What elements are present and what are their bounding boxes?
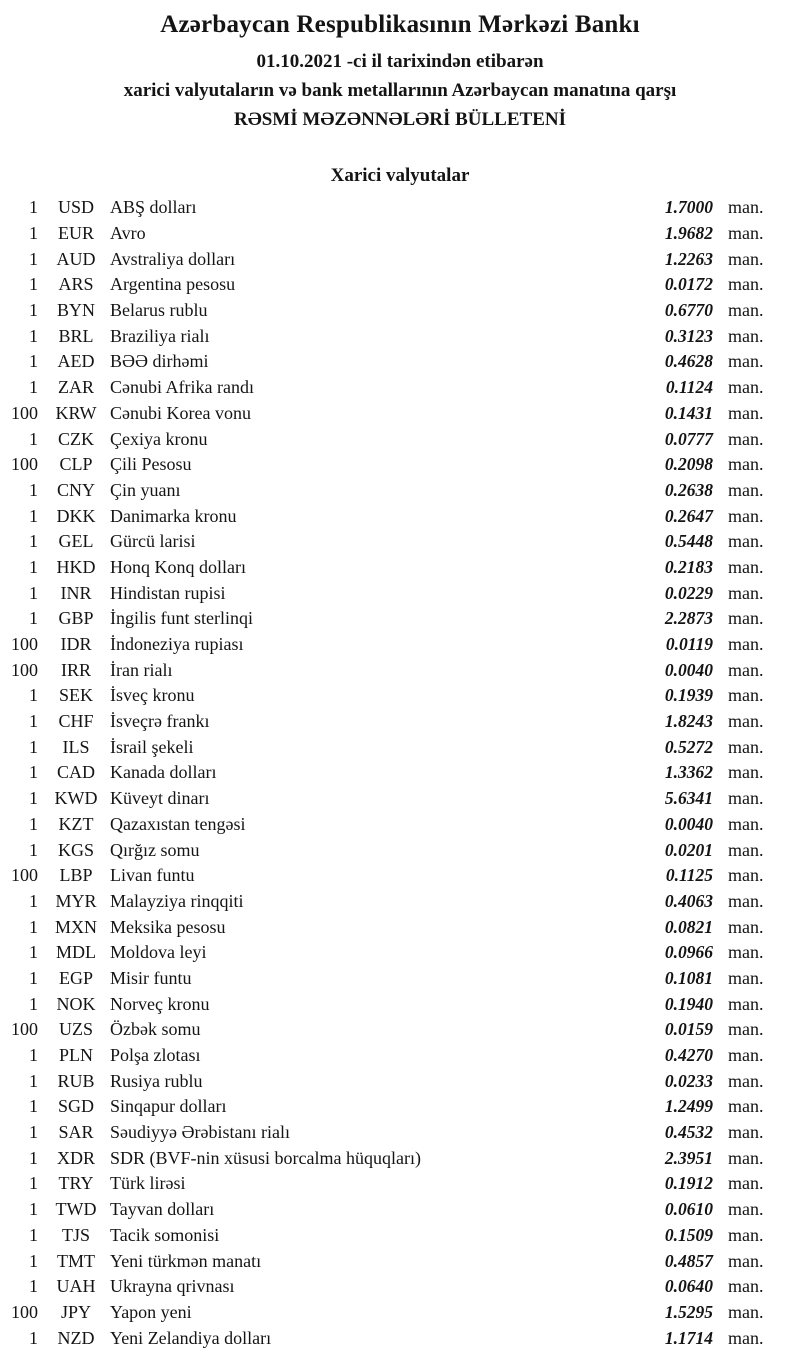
- currency-row: [0, 683, 800, 709]
- unit-cell: man.: [728, 479, 764, 500]
- currency-name-cell: Yapon yeni: [110, 1301, 192, 1322]
- currency-code-cell: INR: [60, 582, 92, 603]
- rate-value-cell: 1.8243: [664, 711, 713, 732]
- currency-name-cell: Meksika pesosu: [110, 916, 226, 937]
- unit-cell: man.: [728, 916, 764, 937]
- rate-value-cell: 0.1125: [665, 865, 713, 886]
- currency-code-cell: ZAR: [58, 377, 94, 398]
- effective-date-line: 01.10.2021 -ci il tarixindən etibarən: [256, 51, 544, 72]
- currency-code-cell: HKD: [56, 556, 96, 577]
- currency-name-cell: Norveç kronu: [110, 993, 210, 1014]
- rate-value-cell: 0.4532: [664, 1122, 713, 1143]
- currency-name-cell: Qazaxıstan tengəsi: [110, 813, 246, 834]
- currency-row: [0, 1325, 800, 1348]
- currency-name-cell: Braziliya rialı: [110, 325, 210, 346]
- quantity-cell: 1: [29, 1045, 38, 1066]
- rate-value-cell: 1.2263: [664, 248, 713, 269]
- currency-row: [0, 401, 800, 427]
- quantity-cell: 1: [29, 1250, 38, 1271]
- currency-row: [0, 966, 800, 992]
- unit-cell: man.: [728, 967, 764, 988]
- unit-cell: man.: [728, 351, 764, 372]
- currency-name-cell: Cənubi Korea vonu: [110, 402, 251, 423]
- currency-name-cell: Qırğız somu: [110, 839, 200, 860]
- rate-value-cell: 1.9682: [664, 223, 713, 244]
- rate-value-cell: 0.0159: [664, 1019, 713, 1040]
- currency-row: [0, 349, 800, 375]
- rate-value-cell: 2.3951: [664, 1147, 713, 1168]
- currency-code-cell: SEK: [58, 685, 93, 706]
- currency-row: [0, 837, 800, 863]
- currency-name-cell: Yeni Zelandiya dolları: [110, 1327, 272, 1348]
- rate-value-cell: 0.1081: [664, 967, 713, 988]
- currency-name-cell: İndoneziya rupiası: [110, 634, 244, 655]
- currency-name-cell: Kanada dolları: [110, 762, 217, 783]
- unit-cell: man.: [728, 1045, 764, 1066]
- currency-code-cell: KZT: [58, 813, 94, 834]
- currency-row: [0, 760, 800, 786]
- currency-code-cell: JPY: [60, 1301, 91, 1322]
- currency-code-cell: DKK: [56, 505, 96, 526]
- quantity-cell: 100: [11, 402, 38, 423]
- currency-row: [0, 452, 800, 478]
- currency-code-cell: NOK: [56, 993, 96, 1014]
- quantity-cell: 1: [29, 890, 38, 911]
- unit-cell: man.: [728, 1224, 764, 1245]
- unit-cell: man.: [728, 1019, 764, 1040]
- unit-cell: man.: [728, 685, 764, 706]
- quantity-cell: 1: [29, 1147, 38, 1168]
- rate-value-cell: 1.2499: [664, 1096, 713, 1117]
- currency-row: [0, 734, 800, 760]
- currency-code-cell: CAD: [56, 762, 95, 783]
- rate-value-cell: 0.0201: [664, 839, 713, 860]
- currency-code-cell: RUB: [57, 1070, 95, 1091]
- rate-value-cell: 0.3123: [664, 325, 713, 346]
- unit-cell: man.: [728, 531, 764, 552]
- currency-name-cell: Avstraliya dolları: [110, 248, 236, 269]
- currency-row: [0, 1120, 800, 1146]
- unit-cell: man.: [728, 659, 764, 680]
- rate-value-cell: 0.2638: [664, 479, 713, 500]
- currency-row: [0, 606, 800, 632]
- unit-cell: man.: [728, 711, 764, 732]
- currency-code-cell: TRY: [58, 1173, 94, 1194]
- unit-cell: man.: [728, 582, 764, 603]
- subject-line: xarici valyutaların və bank metallarının Azərbaycan manatına qarşı: [123, 80, 677, 101]
- currency-name-cell: ABŞ dolları: [110, 197, 197, 218]
- quantity-cell: 1: [29, 223, 38, 244]
- currency-code-cell: TJS: [61, 1224, 90, 1245]
- currency-row: [0, 426, 800, 452]
- unit-cell: man.: [728, 505, 764, 526]
- currency-name-cell: Çin yuanı: [110, 479, 181, 500]
- currency-row: [0, 1197, 800, 1223]
- quantity-cell: 1: [29, 711, 38, 732]
- quantity-cell: 1: [29, 1276, 38, 1297]
- currency-name-cell: Honq Konq dolları: [110, 556, 246, 577]
- currency-row: [0, 1171, 800, 1197]
- unit-cell: man.: [728, 1096, 764, 1117]
- quantity-cell: 100: [11, 659, 38, 680]
- quantity-cell: 1: [29, 1122, 38, 1143]
- currency-row: [0, 1248, 800, 1274]
- quantity-cell: 1: [29, 1199, 38, 1220]
- currency-code-cell: TMT: [57, 1250, 95, 1271]
- quantity-cell: 1: [29, 325, 38, 346]
- currency-code-cell: NZD: [57, 1327, 95, 1348]
- quantity-cell: 1: [29, 916, 38, 937]
- rate-value-cell: 0.0233: [664, 1070, 713, 1091]
- currency-code-cell: USD: [57, 197, 94, 218]
- currency-code-cell: KRW: [55, 402, 97, 423]
- unit-cell: man.: [728, 556, 764, 577]
- currency-name-cell: Çexiya kronu: [110, 428, 208, 449]
- quantity-cell: 1: [29, 1173, 38, 1194]
- currency-row: [0, 1068, 800, 1094]
- currency-name-cell: Polşa zlotası: [110, 1045, 201, 1066]
- quantity-cell: 1: [29, 197, 38, 218]
- currency-row: [0, 863, 800, 889]
- currency-code-cell: CZK: [58, 428, 94, 449]
- quantity-cell: 1: [29, 300, 38, 321]
- currency-code-cell: MDL: [56, 942, 96, 963]
- currency-name-cell: Türk lirəsi: [110, 1173, 186, 1194]
- currency-name-cell: Səudiyyə Ərəbistanı rialı: [110, 1122, 290, 1143]
- quantity-cell: 100: [11, 1301, 38, 1322]
- quantity-cell: 1: [29, 993, 38, 1014]
- rate-value-cell: 2.2873: [664, 608, 713, 629]
- quantity-cell: 1: [29, 967, 38, 988]
- quantity-cell: 1: [29, 1096, 38, 1117]
- unit-cell: man.: [728, 608, 764, 629]
- bulletin-title: RƏSMİ MƏZƏNNƏLƏRİ BÜLLETENİ: [233, 109, 566, 130]
- quantity-cell: 100: [11, 634, 38, 655]
- currency-code-cell: LBP: [59, 865, 93, 886]
- quantity-cell: 100: [11, 1019, 38, 1040]
- rate-value-cell: 0.1124: [665, 377, 713, 398]
- bank-name-title: Azərbaycan Respublikasının Mərkəzi Bankı: [160, 11, 640, 38]
- currency-code-cell: CLP: [59, 454, 93, 475]
- unit-cell: man.: [728, 248, 764, 269]
- currency-code-cell: MYR: [55, 890, 97, 911]
- quantity-cell: 1: [29, 505, 38, 526]
- quantity-cell: 1: [29, 685, 38, 706]
- currency-row: [0, 632, 800, 658]
- currency-name-cell: İran rialı: [110, 659, 173, 680]
- currency-row: [0, 580, 800, 606]
- currency-row: [0, 1043, 800, 1069]
- unit-cell: man.: [728, 325, 764, 346]
- currency-code-cell: IRR: [60, 659, 91, 680]
- quantity-cell: 100: [11, 865, 38, 886]
- currency-row: [0, 195, 800, 221]
- currency-name-cell: Belarus rublu: [110, 300, 208, 321]
- rate-value-cell: 0.4270: [664, 1045, 713, 1066]
- rates-table: [0, 195, 800, 1348]
- rate-value-cell: 5.6341: [664, 788, 713, 809]
- rate-value-cell: 0.0040: [664, 659, 713, 680]
- quantity-cell: 1: [29, 274, 38, 295]
- rate-value-cell: 0.4628: [664, 351, 713, 372]
- currency-row: [0, 940, 800, 966]
- currency-row: [0, 1300, 800, 1326]
- currency-name-cell: Küveyt dinarı: [110, 788, 210, 809]
- currency-name-cell: Argentina pesosu: [110, 274, 236, 295]
- currency-code-cell: EUR: [58, 223, 94, 244]
- currency-row: [0, 529, 800, 555]
- unit-cell: man.: [728, 402, 764, 423]
- currency-code-cell: UZS: [58, 1019, 93, 1040]
- rate-value-cell: 0.0966: [664, 942, 713, 963]
- currency-row: [0, 657, 800, 683]
- unit-cell: man.: [728, 1070, 764, 1091]
- currency-code-cell: GEL: [58, 531, 94, 552]
- quantity-cell: 1: [29, 942, 38, 963]
- unit-cell: man.: [728, 942, 764, 963]
- unit-cell: man.: [728, 1250, 764, 1271]
- currency-row: [0, 272, 800, 298]
- rate-value-cell: 0.0172: [664, 274, 713, 295]
- currency-code-cell: AED: [57, 351, 95, 372]
- rate-value-cell: 0.6770: [664, 300, 713, 321]
- unit-cell: man.: [728, 428, 764, 449]
- unit-cell: man.: [728, 274, 764, 295]
- currency-row: [0, 298, 800, 324]
- quantity-cell: 1: [29, 813, 38, 834]
- currency-row: [0, 1094, 800, 1120]
- rate-value-cell: 1.3362: [664, 762, 713, 783]
- quantity-cell: 1: [29, 762, 38, 783]
- rate-value-cell: 0.4857: [664, 1250, 713, 1271]
- section-title-foreign-currencies: Xarici valyutalar: [330, 165, 470, 186]
- rate-value-cell: 0.0777: [664, 428, 713, 449]
- rate-value-cell: 0.0640: [664, 1276, 713, 1297]
- quantity-cell: 1: [29, 377, 38, 398]
- currency-name-cell: Ukrayna qrivnası: [110, 1276, 235, 1297]
- unit-cell: man.: [728, 223, 764, 244]
- unit-cell: man.: [728, 993, 764, 1014]
- currency-code-cell: SAR: [58, 1122, 94, 1143]
- quantity-cell: 1: [29, 531, 38, 552]
- rate-value-cell: 1.5295: [664, 1301, 713, 1322]
- quantity-cell: 1: [29, 839, 38, 860]
- rate-value-cell: 0.2183: [664, 556, 713, 577]
- unit-cell: man.: [728, 454, 764, 475]
- unit-cell: man.: [728, 1276, 764, 1297]
- quantity-cell: 1: [29, 428, 38, 449]
- currency-row: [0, 246, 800, 272]
- currency-row: [0, 478, 800, 504]
- currency-code-cell: CHF: [58, 711, 94, 732]
- unit-cell: man.: [728, 197, 764, 218]
- rate-value-cell: 0.1912: [664, 1173, 713, 1194]
- currency-row: [0, 812, 800, 838]
- rate-value-cell: 0.5272: [664, 736, 713, 757]
- unit-cell: man.: [728, 300, 764, 321]
- rate-value-cell: 0.0040: [664, 813, 713, 834]
- rate-value-cell: 0.0821: [664, 916, 713, 937]
- unit-cell: man.: [728, 788, 764, 809]
- quantity-cell: 1: [29, 1224, 38, 1245]
- unit-cell: man.: [728, 813, 764, 834]
- currency-row: [0, 1145, 800, 1171]
- unit-cell: man.: [728, 839, 764, 860]
- currency-row: [0, 375, 800, 401]
- currency-row: [0, 1017, 800, 1043]
- rate-value-cell: 0.2098: [664, 454, 713, 475]
- currency-code-cell: SGD: [57, 1096, 94, 1117]
- quantity-cell: 1: [29, 556, 38, 577]
- unit-cell: man.: [728, 890, 764, 911]
- currency-code-cell: AUD: [56, 248, 96, 269]
- currency-code-cell: CNY: [56, 479, 95, 500]
- rate-value-cell: 1.7000: [664, 197, 713, 218]
- rate-value-cell: 0.4063: [664, 890, 713, 911]
- unit-cell: man.: [728, 377, 764, 398]
- currency-name-cell: Malayziya rinqqiti: [110, 890, 244, 911]
- rate-value-cell: 0.1431: [664, 402, 713, 423]
- currency-name-cell: Tacik somonisi: [110, 1224, 220, 1245]
- currency-row: [0, 503, 800, 529]
- unit-cell: man.: [728, 762, 764, 783]
- currency-row: [0, 555, 800, 581]
- currency-code-cell: BRL: [58, 325, 94, 346]
- currency-name-cell: Sinqapur dolları: [110, 1096, 227, 1117]
- currency-code-cell: KGS: [57, 839, 94, 860]
- currency-row: [0, 221, 800, 247]
- currency-name-cell: Rusiya rublu: [110, 1070, 203, 1091]
- quantity-cell: 1: [29, 1070, 38, 1091]
- quantity-cell: 1: [29, 479, 38, 500]
- currency-name-cell: Moldova leyi: [110, 942, 207, 963]
- quantity-cell: 1: [29, 582, 38, 603]
- currency-code-cell: ARS: [58, 274, 94, 295]
- currency-code-cell: IDR: [60, 634, 92, 655]
- unit-cell: man.: [728, 736, 764, 757]
- currency-name-cell: Çili Pesosu: [110, 454, 192, 475]
- unit-cell: man.: [728, 1147, 764, 1168]
- quantity-cell: 1: [29, 1327, 38, 1348]
- currency-row: [0, 991, 800, 1017]
- currency-name-cell: Danimarka kronu: [110, 505, 237, 526]
- quantity-cell: 1: [29, 248, 38, 269]
- currency-code-cell: XDR: [56, 1147, 95, 1168]
- currency-name-cell: İsrail şekeli: [110, 736, 194, 757]
- currency-row: [0, 1223, 800, 1249]
- quantity-cell: 1: [29, 608, 38, 629]
- currency-row: [0, 1274, 800, 1300]
- unit-cell: man.: [728, 1122, 764, 1143]
- currency-name-cell: İngilis funt sterlinqi: [110, 608, 253, 629]
- currency-row: [0, 323, 800, 349]
- rate-value-cell: 0.1939: [664, 685, 713, 706]
- currency-name-cell: İsveçrə frankı: [110, 711, 210, 732]
- currency-name-cell: SDR (BVF-nin xüsusi borcalma hüquqları): [110, 1147, 421, 1168]
- currency-code-cell: UAH: [56, 1276, 96, 1297]
- currency-name-cell: Avro: [110, 223, 146, 244]
- unit-cell: man.: [728, 1301, 764, 1322]
- currency-name-cell: Livan funtu: [110, 865, 195, 886]
- rate-value-cell: 0.0119: [665, 634, 713, 655]
- currency-name-cell: BƏƏ dirhəmi: [110, 351, 209, 372]
- currency-row: [0, 709, 800, 735]
- rate-value-cell: 0.5448: [664, 531, 713, 552]
- currency-row: [0, 914, 800, 940]
- quantity-cell: 1: [29, 736, 38, 757]
- currency-row: [0, 889, 800, 915]
- unit-cell: man.: [728, 1173, 764, 1194]
- unit-cell: man.: [728, 1199, 764, 1220]
- rate-value-cell: 0.0610: [664, 1199, 713, 1220]
- rate-value-cell: 0.2647: [664, 505, 713, 526]
- currency-name-cell: Yeni türkmən manatı: [110, 1250, 262, 1271]
- currency-code-cell: EGP: [58, 967, 93, 988]
- quantity-cell: 1: [29, 788, 38, 809]
- unit-cell: man.: [728, 865, 764, 886]
- currency-code-cell: MXN: [54, 916, 97, 937]
- unit-cell: man.: [728, 634, 764, 655]
- currency-code-cell: GBP: [58, 608, 94, 629]
- quantity-cell: 1: [29, 351, 38, 372]
- currency-row: [0, 786, 800, 812]
- rate-value-cell: 0.1509: [664, 1224, 713, 1245]
- currency-name-cell: İsveç kronu: [110, 685, 195, 706]
- rate-value-cell: 0.0229: [664, 582, 713, 603]
- currency-code-cell: TWD: [55, 1199, 97, 1220]
- currency-name-cell: Tayvan dolları: [110, 1199, 215, 1220]
- quantity-cell: 100: [11, 454, 38, 475]
- currency-name-cell: Özbək somu: [110, 1019, 201, 1040]
- currency-name-cell: Gürcü larisi: [110, 531, 196, 552]
- currency-code-cell: PLN: [58, 1045, 93, 1066]
- currency-name-cell: Misir funtu: [110, 967, 192, 988]
- rate-value-cell: 1.1714: [664, 1327, 713, 1348]
- currency-code-cell: KWD: [54, 788, 98, 809]
- unit-cell: man.: [728, 1327, 764, 1348]
- currency-code-cell: BYN: [56, 300, 95, 321]
- currency-code-cell: ILS: [62, 736, 90, 757]
- currency-name-cell: Cənubi Afrika randı: [110, 377, 254, 398]
- currency-name-cell: Hindistan rupisi: [110, 582, 226, 603]
- rate-value-cell: 0.1940: [664, 993, 713, 1014]
